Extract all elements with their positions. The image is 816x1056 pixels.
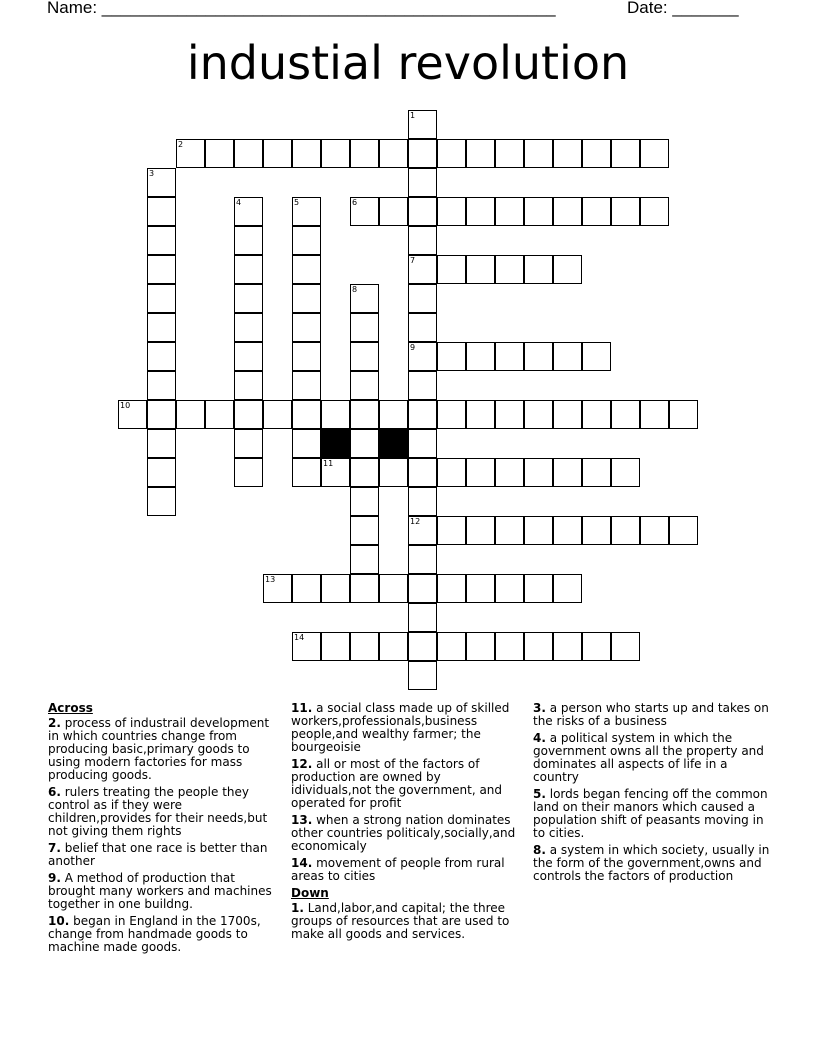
grid-cell[interactable] bbox=[466, 255, 495, 284]
grid-cell[interactable] bbox=[495, 632, 524, 661]
grid-cell[interactable] bbox=[466, 632, 495, 661]
clue-across-6: 6. rulers treating the people they control as if they were children,provides for their needs,but not giving them rights bbox=[48, 785, 268, 838]
grid-cell[interactable] bbox=[234, 400, 263, 429]
grid-cell[interactable] bbox=[408, 226, 437, 255]
grid-cell[interactable] bbox=[234, 255, 263, 284]
grid-cell[interactable] bbox=[350, 313, 379, 342]
grid-cell[interactable] bbox=[205, 400, 234, 429]
grid-cell[interactable] bbox=[379, 574, 408, 603]
grid-cell[interactable] bbox=[669, 516, 698, 545]
grid-cell[interactable] bbox=[466, 458, 495, 487]
grid-cell[interactable] bbox=[611, 139, 640, 168]
grid-cell[interactable] bbox=[495, 342, 524, 371]
grid-cell[interactable] bbox=[495, 516, 524, 545]
grid-cell[interactable] bbox=[350, 516, 379, 545]
grid-cell[interactable] bbox=[350, 574, 379, 603]
grid-cell[interactable] bbox=[379, 632, 408, 661]
grid-cell[interactable] bbox=[466, 516, 495, 545]
grid-cell[interactable] bbox=[350, 458, 379, 487]
grid-cell[interactable] bbox=[234, 313, 263, 342]
grid-cell[interactable] bbox=[205, 139, 234, 168]
grid-cell[interactable] bbox=[292, 226, 321, 255]
grid-cell[interactable] bbox=[292, 458, 321, 487]
grid-cell[interactable] bbox=[292, 284, 321, 313]
grid-cell[interactable] bbox=[466, 197, 495, 226]
clue-across-14: 14. movement of people from rural areas to cities bbox=[291, 856, 505, 883]
grid-cell[interactable] bbox=[611, 632, 640, 661]
grid-cell[interactable] bbox=[524, 255, 553, 284]
grid-clue-number: 14 bbox=[294, 633, 305, 642]
grid-cell[interactable] bbox=[495, 255, 524, 284]
grid-black-cell bbox=[321, 429, 350, 458]
grid-clue-number: 8 bbox=[352, 285, 358, 294]
grid-cell[interactable] bbox=[408, 487, 437, 516]
grid-cell[interactable] bbox=[437, 516, 466, 545]
clue-across-9: 9. A method of production that brought many workers and machines together in one buildng. bbox=[48, 871, 272, 911]
grid-cell[interactable] bbox=[321, 139, 350, 168]
grid-cell[interactable] bbox=[582, 516, 611, 545]
grid-cell[interactable] bbox=[495, 197, 524, 226]
grid-cell[interactable] bbox=[640, 139, 669, 168]
grid-cell[interactable] bbox=[147, 429, 176, 458]
grid-cell[interactable] bbox=[524, 400, 553, 429]
grid-cell[interactable] bbox=[379, 139, 408, 168]
grid-cell[interactable] bbox=[640, 516, 669, 545]
grid-cell[interactable] bbox=[408, 284, 437, 313]
grid-cell[interactable] bbox=[292, 313, 321, 342]
grid-cell[interactable] bbox=[292, 371, 321, 400]
grid-cell[interactable] bbox=[234, 371, 263, 400]
grid-cell[interactable] bbox=[408, 574, 437, 603]
grid-cell[interactable] bbox=[234, 429, 263, 458]
grid-cell[interactable] bbox=[640, 197, 669, 226]
grid-cell[interactable] bbox=[292, 255, 321, 284]
grid-cell[interactable] bbox=[408, 429, 437, 458]
grid-cell[interactable] bbox=[582, 400, 611, 429]
grid-cell[interactable] bbox=[234, 226, 263, 255]
grid-cell[interactable] bbox=[147, 255, 176, 284]
grid-clue-number: 7 bbox=[410, 256, 416, 265]
grid-cell[interactable] bbox=[611, 197, 640, 226]
grid-cell[interactable] bbox=[437, 458, 466, 487]
grid-cell[interactable] bbox=[147, 487, 176, 516]
grid-cell[interactable] bbox=[437, 632, 466, 661]
grid-clue-number: 12 bbox=[410, 517, 421, 526]
grid-cell[interactable] bbox=[553, 516, 582, 545]
grid-cell[interactable] bbox=[640, 400, 669, 429]
grid-cell[interactable] bbox=[176, 400, 205, 429]
grid-cell[interactable] bbox=[495, 139, 524, 168]
grid-cell[interactable] bbox=[553, 342, 582, 371]
grid-cell[interactable] bbox=[582, 458, 611, 487]
clue-across-13: 13. when a strong nation dominates other countries politicaly,socially,and economicaly bbox=[291, 813, 516, 853]
grid-cell[interactable] bbox=[292, 429, 321, 458]
grid-clue-number: 5 bbox=[294, 198, 300, 207]
grid-cell[interactable] bbox=[466, 342, 495, 371]
grid-cell[interactable] bbox=[234, 342, 263, 371]
grid-cell[interactable] bbox=[611, 516, 640, 545]
grid-cell[interactable] bbox=[408, 400, 437, 429]
grid-cell[interactable] bbox=[582, 139, 611, 168]
grid-cell[interactable] bbox=[350, 632, 379, 661]
grid-cell[interactable] bbox=[437, 255, 466, 284]
grid-cell[interactable] bbox=[524, 342, 553, 371]
grid-cell[interactable] bbox=[524, 574, 553, 603]
grid-cell[interactable] bbox=[408, 371, 437, 400]
grid-cell[interactable] bbox=[437, 574, 466, 603]
clue-across-7: 7. belief that one race is better than another bbox=[48, 841, 268, 868]
grid-cell[interactable] bbox=[437, 400, 466, 429]
clues-column-1 bbox=[48, 702, 278, 958]
grid-cell[interactable] bbox=[524, 516, 553, 545]
grid-cell[interactable] bbox=[524, 632, 553, 661]
name-field-label: Name: ________________________________________________ bbox=[47, 0, 556, 17]
clue-down-5: 5. lords began fencing off the common land on their manors which caused a population shift of peasants moving in to cities. bbox=[533, 787, 768, 840]
clue-across-10: 10. began in England in the 1700s, change from handmade goods to machine made goods. bbox=[48, 914, 261, 954]
grid-clue-number: 4 bbox=[236, 198, 242, 207]
grid-cell[interactable] bbox=[524, 139, 553, 168]
grid-cell[interactable] bbox=[669, 400, 698, 429]
grid-cell[interactable] bbox=[466, 574, 495, 603]
grid-cell[interactable] bbox=[147, 371, 176, 400]
grid-cell[interactable] bbox=[292, 400, 321, 429]
grid-cell[interactable] bbox=[379, 197, 408, 226]
grid-cell[interactable] bbox=[234, 284, 263, 313]
date-field-label: Date: _______ bbox=[627, 0, 739, 17]
grid-cell[interactable] bbox=[147, 226, 176, 255]
grid-cell[interactable] bbox=[495, 574, 524, 603]
grid-clue-number: 3 bbox=[149, 169, 155, 178]
grid-clue-number: 2 bbox=[178, 140, 184, 149]
grid-black-cell bbox=[379, 429, 408, 458]
grid-cell[interactable] bbox=[437, 197, 466, 226]
grid-cell[interactable] bbox=[408, 458, 437, 487]
grid-cell[interactable] bbox=[263, 139, 292, 168]
grid-cell[interactable] bbox=[408, 139, 437, 168]
grid-clue-number: 10 bbox=[120, 401, 131, 410]
grid-cell[interactable] bbox=[611, 400, 640, 429]
grid-cell[interactable] bbox=[524, 458, 553, 487]
grid-clue-number: 9 bbox=[410, 343, 416, 352]
grid-cell[interactable] bbox=[553, 632, 582, 661]
grid-cell[interactable] bbox=[437, 139, 466, 168]
grid-cell[interactable] bbox=[147, 284, 176, 313]
grid-cell[interactable] bbox=[350, 139, 379, 168]
grid-cell[interactable] bbox=[611, 458, 640, 487]
grid-cell[interactable] bbox=[408, 168, 437, 197]
clues-column-3 bbox=[533, 702, 773, 887]
grid-clue-number: 13 bbox=[265, 575, 276, 584]
across-heading: Across bbox=[48, 701, 93, 715]
grid-cell[interactable] bbox=[350, 400, 379, 429]
grid-cell[interactable] bbox=[379, 400, 408, 429]
down-heading: Down bbox=[291, 886, 329, 900]
grid-cell[interactable] bbox=[292, 139, 321, 168]
grid-cell[interactable] bbox=[553, 458, 582, 487]
grid-cell[interactable] bbox=[553, 574, 582, 603]
grid-cell[interactable] bbox=[234, 458, 263, 487]
grid-cell[interactable] bbox=[466, 139, 495, 168]
grid-cell[interactable] bbox=[350, 487, 379, 516]
grid-cell[interactable] bbox=[350, 371, 379, 400]
grid-cell[interactable] bbox=[408, 661, 437, 690]
clue-across-11: 11. a social class made up of skilled workers,professionals,business people,and wealthy farmer; the bourgeoisie bbox=[291, 701, 510, 754]
clues-column-2 bbox=[291, 702, 521, 945]
grid-cell[interactable] bbox=[350, 342, 379, 371]
clue-down-1: 1. Land,labor,and capital; the three groups of resources that are used to make all goods and services. bbox=[291, 901, 510, 941]
grid-cell[interactable] bbox=[495, 458, 524, 487]
grid-cell[interactable] bbox=[147, 197, 176, 226]
grid-clue-number: 11 bbox=[323, 459, 334, 468]
grid-cell[interactable] bbox=[553, 400, 582, 429]
grid-cell[interactable] bbox=[147, 313, 176, 342]
grid-cell[interactable] bbox=[524, 197, 553, 226]
grid-cell[interactable] bbox=[292, 574, 321, 603]
grid-cell[interactable] bbox=[408, 197, 437, 226]
grid-cell[interactable] bbox=[321, 574, 350, 603]
clue-down-4: 4. a political system in which the government owns all the property and dominates all aspects of life in a country bbox=[533, 731, 764, 784]
grid-cell[interactable] bbox=[408, 313, 437, 342]
grid-cell[interactable] bbox=[321, 400, 350, 429]
grid-cell[interactable] bbox=[408, 545, 437, 574]
grid-cell[interactable] bbox=[379, 458, 408, 487]
grid-cell[interactable] bbox=[495, 400, 524, 429]
grid-cell[interactable] bbox=[437, 342, 466, 371]
clue-across-12: 12. all or most of the factors of production are owned by idividuals,not the government, and operated for profit bbox=[291, 757, 503, 810]
grid-cell[interactable] bbox=[234, 139, 263, 168]
clue-down-8: 8. a system in which society, usually in the form of the government,owns and controls the factors of production bbox=[533, 843, 770, 883]
grid-cell[interactable] bbox=[466, 400, 495, 429]
grid-clue-number: 6 bbox=[352, 198, 358, 207]
grid-cell[interactable] bbox=[408, 632, 437, 661]
page-title: industial revolution bbox=[186, 36, 630, 90]
clue-down-3: 3. a person who starts up and takes on the risks of a business bbox=[533, 701, 769, 728]
grid-cell[interactable] bbox=[350, 545, 379, 574]
grid-cell[interactable] bbox=[350, 429, 379, 458]
grid-cell[interactable] bbox=[553, 139, 582, 168]
grid-cell[interactable] bbox=[147, 342, 176, 371]
grid-cell[interactable] bbox=[321, 632, 350, 661]
grid-cell[interactable] bbox=[147, 458, 176, 487]
grid-cell[interactable] bbox=[553, 197, 582, 226]
grid-cell[interactable] bbox=[553, 255, 582, 284]
grid-cell[interactable] bbox=[582, 632, 611, 661]
grid-clue-number: 1 bbox=[410, 111, 416, 120]
grid-cell[interactable] bbox=[408, 603, 437, 632]
clue-across-2: 2. process of industrail development in which countries change from producing basic,primary goods to using modern factories for mass producing goods. bbox=[48, 716, 270, 782]
grid-cell[interactable] bbox=[582, 342, 611, 371]
grid-cell[interactable] bbox=[263, 400, 292, 429]
grid-cell[interactable] bbox=[292, 342, 321, 371]
grid-cell[interactable] bbox=[147, 400, 176, 429]
grid-cell[interactable] bbox=[582, 197, 611, 226]
